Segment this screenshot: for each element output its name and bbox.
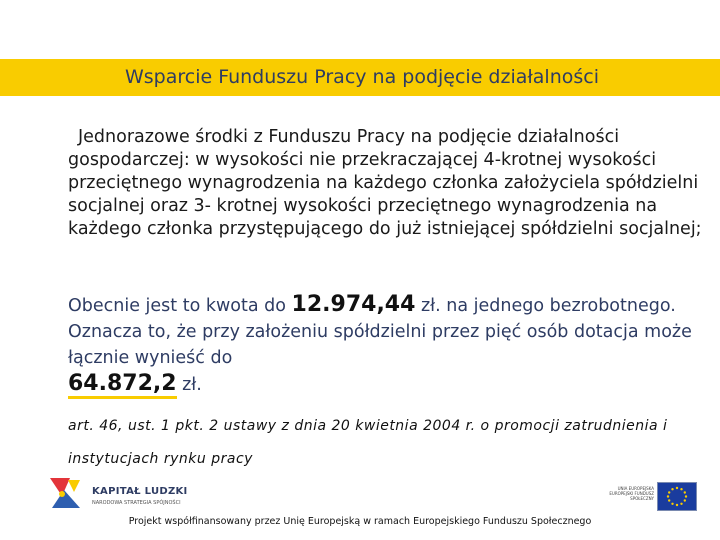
amount-text-part1: Obecnie jest to kwota do (68, 296, 292, 316)
paragraph-funding-rules (68, 126, 708, 241)
amount-per-person: 12.974,44 (291, 292, 416, 317)
eu-flag-icon (657, 482, 697, 511)
kapital-ludzki-title: KAPITAŁ LUDZKI (92, 486, 188, 497)
title-bar (0, 59, 720, 96)
amount-text-part3: zł. (176, 375, 202, 395)
paragraph-lead: Jednorazowe środki z Funduszu Pracy na podjęcie działalności gospodarczej (68, 127, 620, 170)
eu-logo-text: UNIA EUROPEJSKA EUROPEJSKI FUNDUSZ SPOŁECZNY (609, 486, 654, 501)
logo-star (59, 491, 65, 497)
amount-total: 64.872,2 (68, 371, 177, 399)
kapital-ludzki-subtitle: NARODOWA STRATEGIA SPÓJNOŚCI (92, 500, 181, 506)
footer-note: Projekt współfinansowany przez Unię Europejską w ramach Europejskiego Funduszu Społecznego (128, 516, 592, 527)
page-title: Wsparcie Funduszu Pracy na podjęcie działalności (124, 66, 600, 88)
amount-text-part2: zł. na jednego bezrobotnego. Oznacza to, że przy założeniu spółdzielni przez pięć osób dotacja może łącznie wynieść do (68, 296, 692, 368)
legal-reference: art. 46, ust. 1 pkt. 2 ustawy z dnia 20 kwietnia 2004 r. o promocji zatrudnienia i instytucjach rynku pracy (68, 418, 668, 467)
paragraph-amount (68, 292, 708, 398)
paragraph-rest: : w wysokości nie przekraczającej 4-krotnej wysokości przeciętnego wynagrodzenia na każdego członka założyciela spółdzielni socjalnej oraz 3- krotnej wysokości przeciętnego wynagrodzenia na każdego członka przystępującego do już istniejącej spółdzielni socjalnej; (68, 150, 702, 239)
